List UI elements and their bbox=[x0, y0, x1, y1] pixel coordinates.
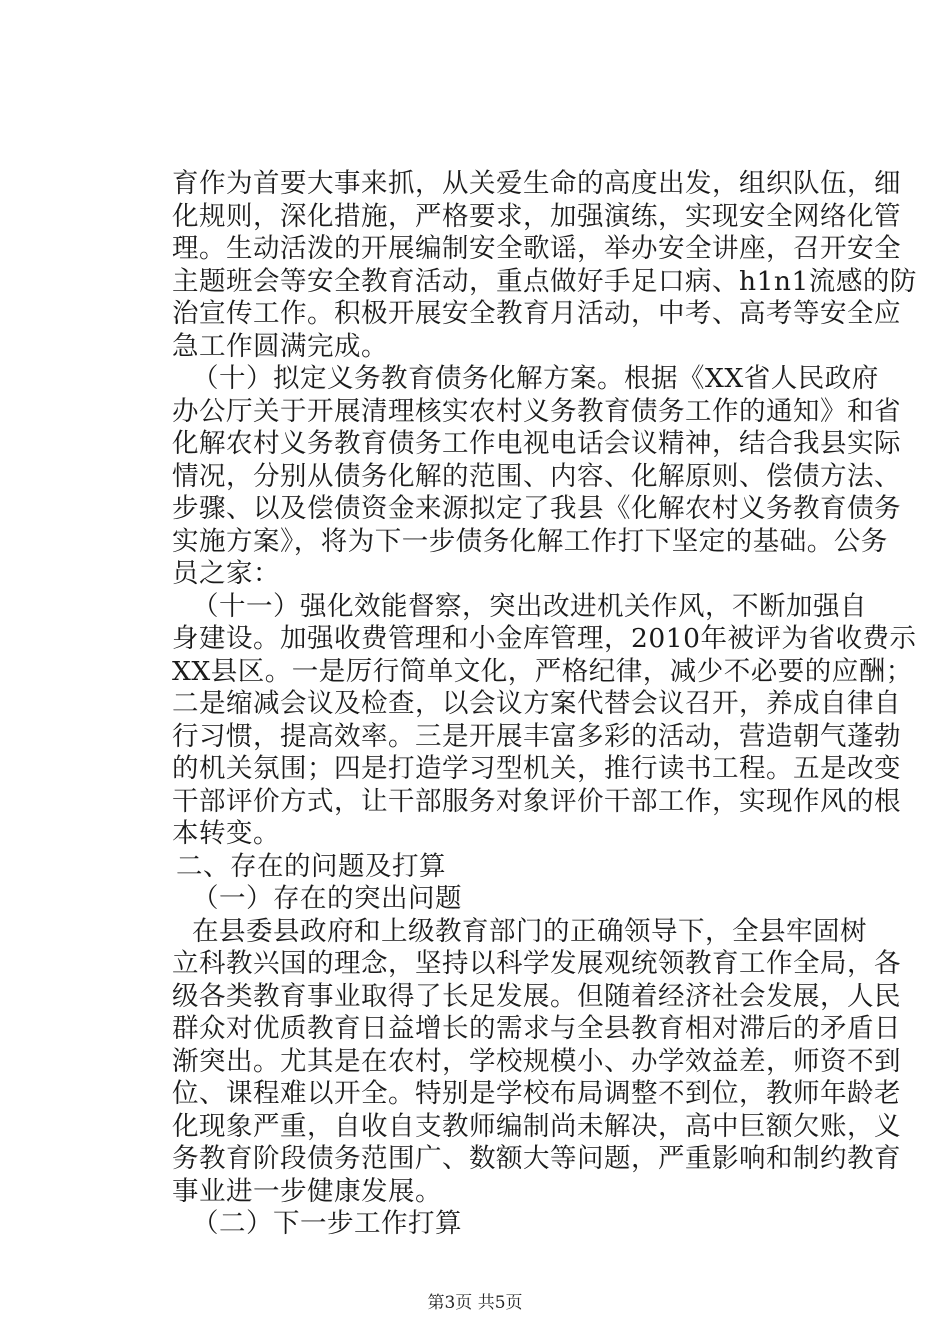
text-line: 本转变。 bbox=[172, 818, 280, 849]
text-line: 级各类教育事业取得了长足发展。但随着经济社会发展，人民 bbox=[172, 980, 901, 1012]
text-line: 主题班会等安全教育活动，重点做好手足口病、h1n1流感的防 bbox=[172, 265, 917, 297]
text-line: （十一）强化效能督察，突出改进机关作风，不断加强自 bbox=[192, 590, 867, 622]
text-line: （十）拟定义务教育债务化解方案。根据《XX省人民政府 bbox=[192, 363, 879, 394]
text-line: 的机关氛围；四是打造学习型机关，推行读书工程。五是改变 bbox=[172, 753, 901, 784]
text-line: 员之家： bbox=[172, 558, 280, 589]
text-line: 在县委县政府和上级教育部门的正确领导下，全县牢固树 bbox=[192, 915, 867, 947]
text-line: 化规则，深化措施，严格要求，加强演练，实现安全网络化管 bbox=[172, 200, 901, 232]
text-line: 办公厅关于开展清理核实农村义务教育债务工作的通知》和省 bbox=[172, 395, 901, 427]
text-line: 理。生动活泼的开展编制安全歌谣，举办安全讲座，召开安全 bbox=[172, 233, 901, 264]
text-line: 急工作圆满完成。 bbox=[172, 330, 388, 362]
text-line: 实施方案》，将为下一步债务化解工作打下坚定的基础。公务 bbox=[172, 525, 888, 557]
text-line: 立科教兴国的理念，坚持以科学发展观统领教育工作全局，各 bbox=[172, 948, 901, 979]
text-line: 干部评价方式，让干部服务对象评价干部工作，实现作风的根 bbox=[172, 785, 901, 817]
text-line: 治宣传工作。积极开展安全教育月活动，中考、高考等安全应 bbox=[172, 298, 901, 329]
text-line: 育作为首要大事来抓，从关爱生命的高度出发，组织队伍，细 bbox=[172, 168, 901, 199]
text-line: 身建设。加强收费管理和小金库管理，2010年被评为省收费示 bbox=[172, 623, 917, 654]
document-body bbox=[172, 168, 917, 1241]
text-line: 情况，分别从债务化解的范围、内容、化解原则、偿债方法、 bbox=[172, 460, 901, 492]
section-heading: 二、存在的问题及打算 bbox=[176, 850, 446, 882]
text-line: XX县区。一是厉行简单文化，严格纪律，减少不必要的应酬； bbox=[172, 655, 913, 687]
text-line: 务教育阶段债务范围广、数额大等问题，严重影响和制约教育 bbox=[172, 1143, 901, 1174]
page-footer: 第3页 共5页 bbox=[427, 1293, 523, 1313]
section-heading: （一）存在的突出问题 bbox=[192, 883, 462, 914]
text-line: 群众对优质教育日益增长的需求与全县教育相对滞后的矛盾日 bbox=[172, 1013, 901, 1044]
text-line: 二是缩减会议及检查，以会议方案代替会议召开，养成自律自 bbox=[172, 688, 901, 719]
text-line: 化现象严重，自收自支教师编制尚未解决，高中巨额欠账，义 bbox=[172, 1110, 901, 1142]
text-line: 步骤、以及偿债资金来源拟定了我县《化解农村义务教育债务 bbox=[172, 493, 901, 524]
text-line: 渐突出。尤其是在农村，学校规模小、办学效益差，师资不到 bbox=[172, 1045, 901, 1077]
text-line: 事业进一步健康发展。 bbox=[172, 1175, 442, 1207]
section-heading: （二）下一步工作打算 bbox=[192, 1208, 462, 1239]
text-line: 行习惯，提高效率。三是开展丰富多彩的活动，营造朝气蓬勃 bbox=[172, 720, 901, 752]
text-line: 化解农村义务教育债务工作电视电话会议精神，结合我县实际 bbox=[172, 428, 901, 459]
text-line: 位、课程难以开全。特别是学校布局调整不到位，教师年龄老 bbox=[172, 1078, 901, 1109]
